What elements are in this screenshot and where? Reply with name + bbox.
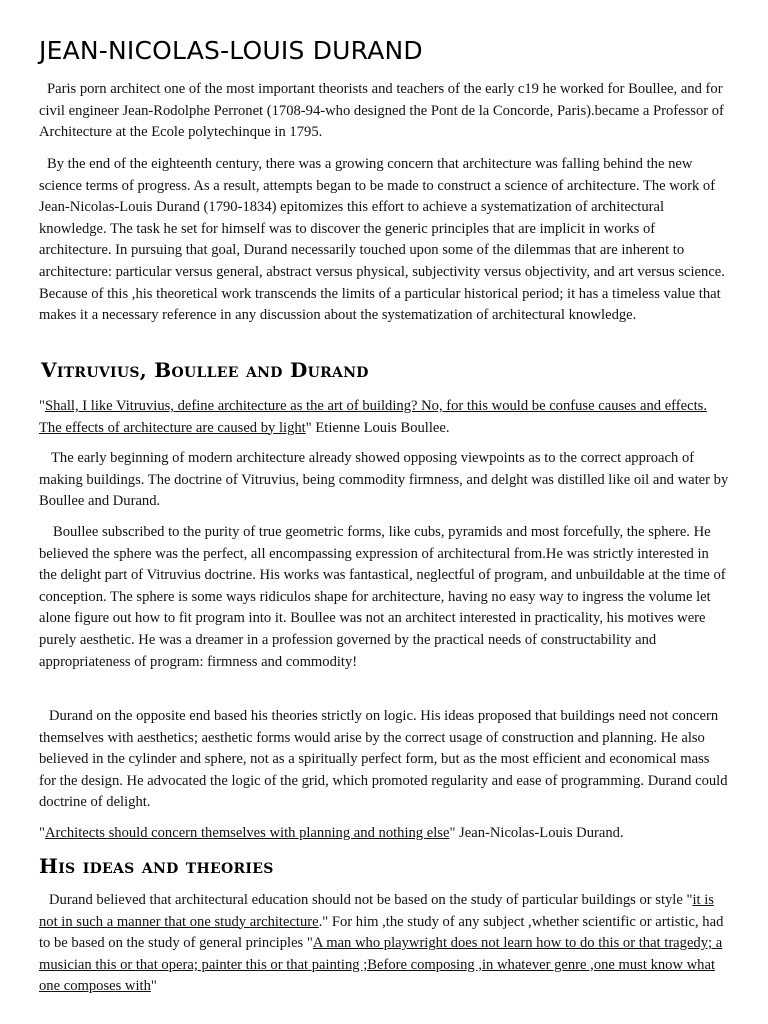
modern-architecture-paragraph <box>39 448 729 513</box>
page-title: JEAN-NICOLAS-LOUIS DURAND <box>39 36 423 65</box>
durand-paragraph <box>39 706 729 814</box>
intro-text: Paris porn architect one of the most important theorists and teachers of the early c19 he worked for Boullee, and for civil engineer Jean-Rodolphe Perronet (1708-94-who designed the Pont de la Concorde, Paris).became a Professor of Architecture at the Ecole polytechinque in 1795. <box>39 81 724 141</box>
section-heading-ideas: His ideas and theories <box>39 854 274 878</box>
ideas-paragraph <box>39 890 729 998</box>
boullee-quote <box>39 396 729 439</box>
ideas-text-c: ." For him ,the study of any subject ,whether scientific or artistic, had to be based on the study of general principles " <box>39 913 724 952</box>
durand-text: Durand on the opposite end based his theories strictly on logic. His ideas proposed that buildings need not concern themselves with aesthetics; aesthetic forms would arise by the correct usage of construction and planning. He also believed in the cylinder and sphere, not as a spiritually perfect form, but as the most efficient and economical mass for the design. He advocated the logic of the grid, which promoted regularity and ease of programming. Durand could doctrine of delight. <box>39 708 728 811</box>
boullee-paragraph <box>39 522 729 673</box>
modern-architecture-text: The early beginning of modern architecture already showed opposing viewpoints as to the correct approach of making buildings. The doctrine of Vitruvius, being commodity firmness, and delght was distilled like oil and water by Boullee and Durand. <box>39 450 729 510</box>
section-heading-vitruvius: Vitruvius, Boullee and Durand <box>41 358 369 382</box>
ideas-quote-2: A man who playwright does not learn how to do this or that tragedy; a musician this or that opera; painter this or that painting ;Before composing ,in whatever genre ,one must know what one composes with <box>39 935 723 995</box>
ideas-text-a: Durand believed that architectural education should not be based on the study of particular buildings or style " <box>49 892 693 908</box>
intro-paragraph <box>39 79 729 144</box>
boullee-text: Boullee subscribed to the purity of true geometric forms, like cubs, pyramids and most forcefully, the sphere. He believed the sphere was the perfect, all encompassing expression of architectural from.He was strictly interested in the delight part of Vitruvius doctrine. His works was fantastical, neglectful of program, and unbuildable at the time of conception. The sphere is some ways ridiculos shape for architecture, having no easy way to ingress the volume let alone figure out how to fit program into it. Boullee was not an architect interested in practicality, his motives were purely aesthetic. He was a dreamer in a profession governed by the practical needs of constructability and appropriateness of program: firmness and commodity! <box>39 524 726 670</box>
ideas-text-e: " <box>150 978 157 995</box>
boullee-quote-open: " <box>39 398 45 414</box>
durand-quote-attribution: " Jean-Nicolas-Louis Durand. <box>449 825 624 841</box>
boullee-quote-text: Shall, I like Vitruvius, define architecture as the art of building? No, for this would be confuse causes and effects. The effects of architecture are caused by light <box>39 398 707 436</box>
ideas-quote-1: it is not in such a manner that one study architecture <box>39 892 714 930</box>
context-text: By the end of the eighteenth century, there was a growing concern that architecture was falling behind the new science terms of progress. As a result, attempts began to be made to construct a science of architecture. The work of Jean-Nicolas-Louis Durand (1790-1834) epitomizes this effort to achieve a systematization of architectural knowledge. The task he set for himself was to discover the generic principles that are implicit in works of architecture. In pursuing that goal, Durand necessarily touched upon some of the dilemmas that are inherent to architecture: particular versus general, abstract versus physical, subjectivity versus objectivity, and art versus science. Because of this ,his theoretical work transcends the limits of a particular historical period; it has a timeless value that makes it a necessary reference in any discussion about the systematization of architectural knowledge. <box>39 156 725 324</box>
durand-quote <box>39 823 729 845</box>
durand-quote-text: Architects should concern themselves with planning and nothing else <box>44 825 450 841</box>
boullee-quote-attribution: " Etienne Louis Boullee. <box>305 419 450 436</box>
durand-quote-open: " <box>39 825 45 841</box>
context-paragraph <box>39 154 729 327</box>
